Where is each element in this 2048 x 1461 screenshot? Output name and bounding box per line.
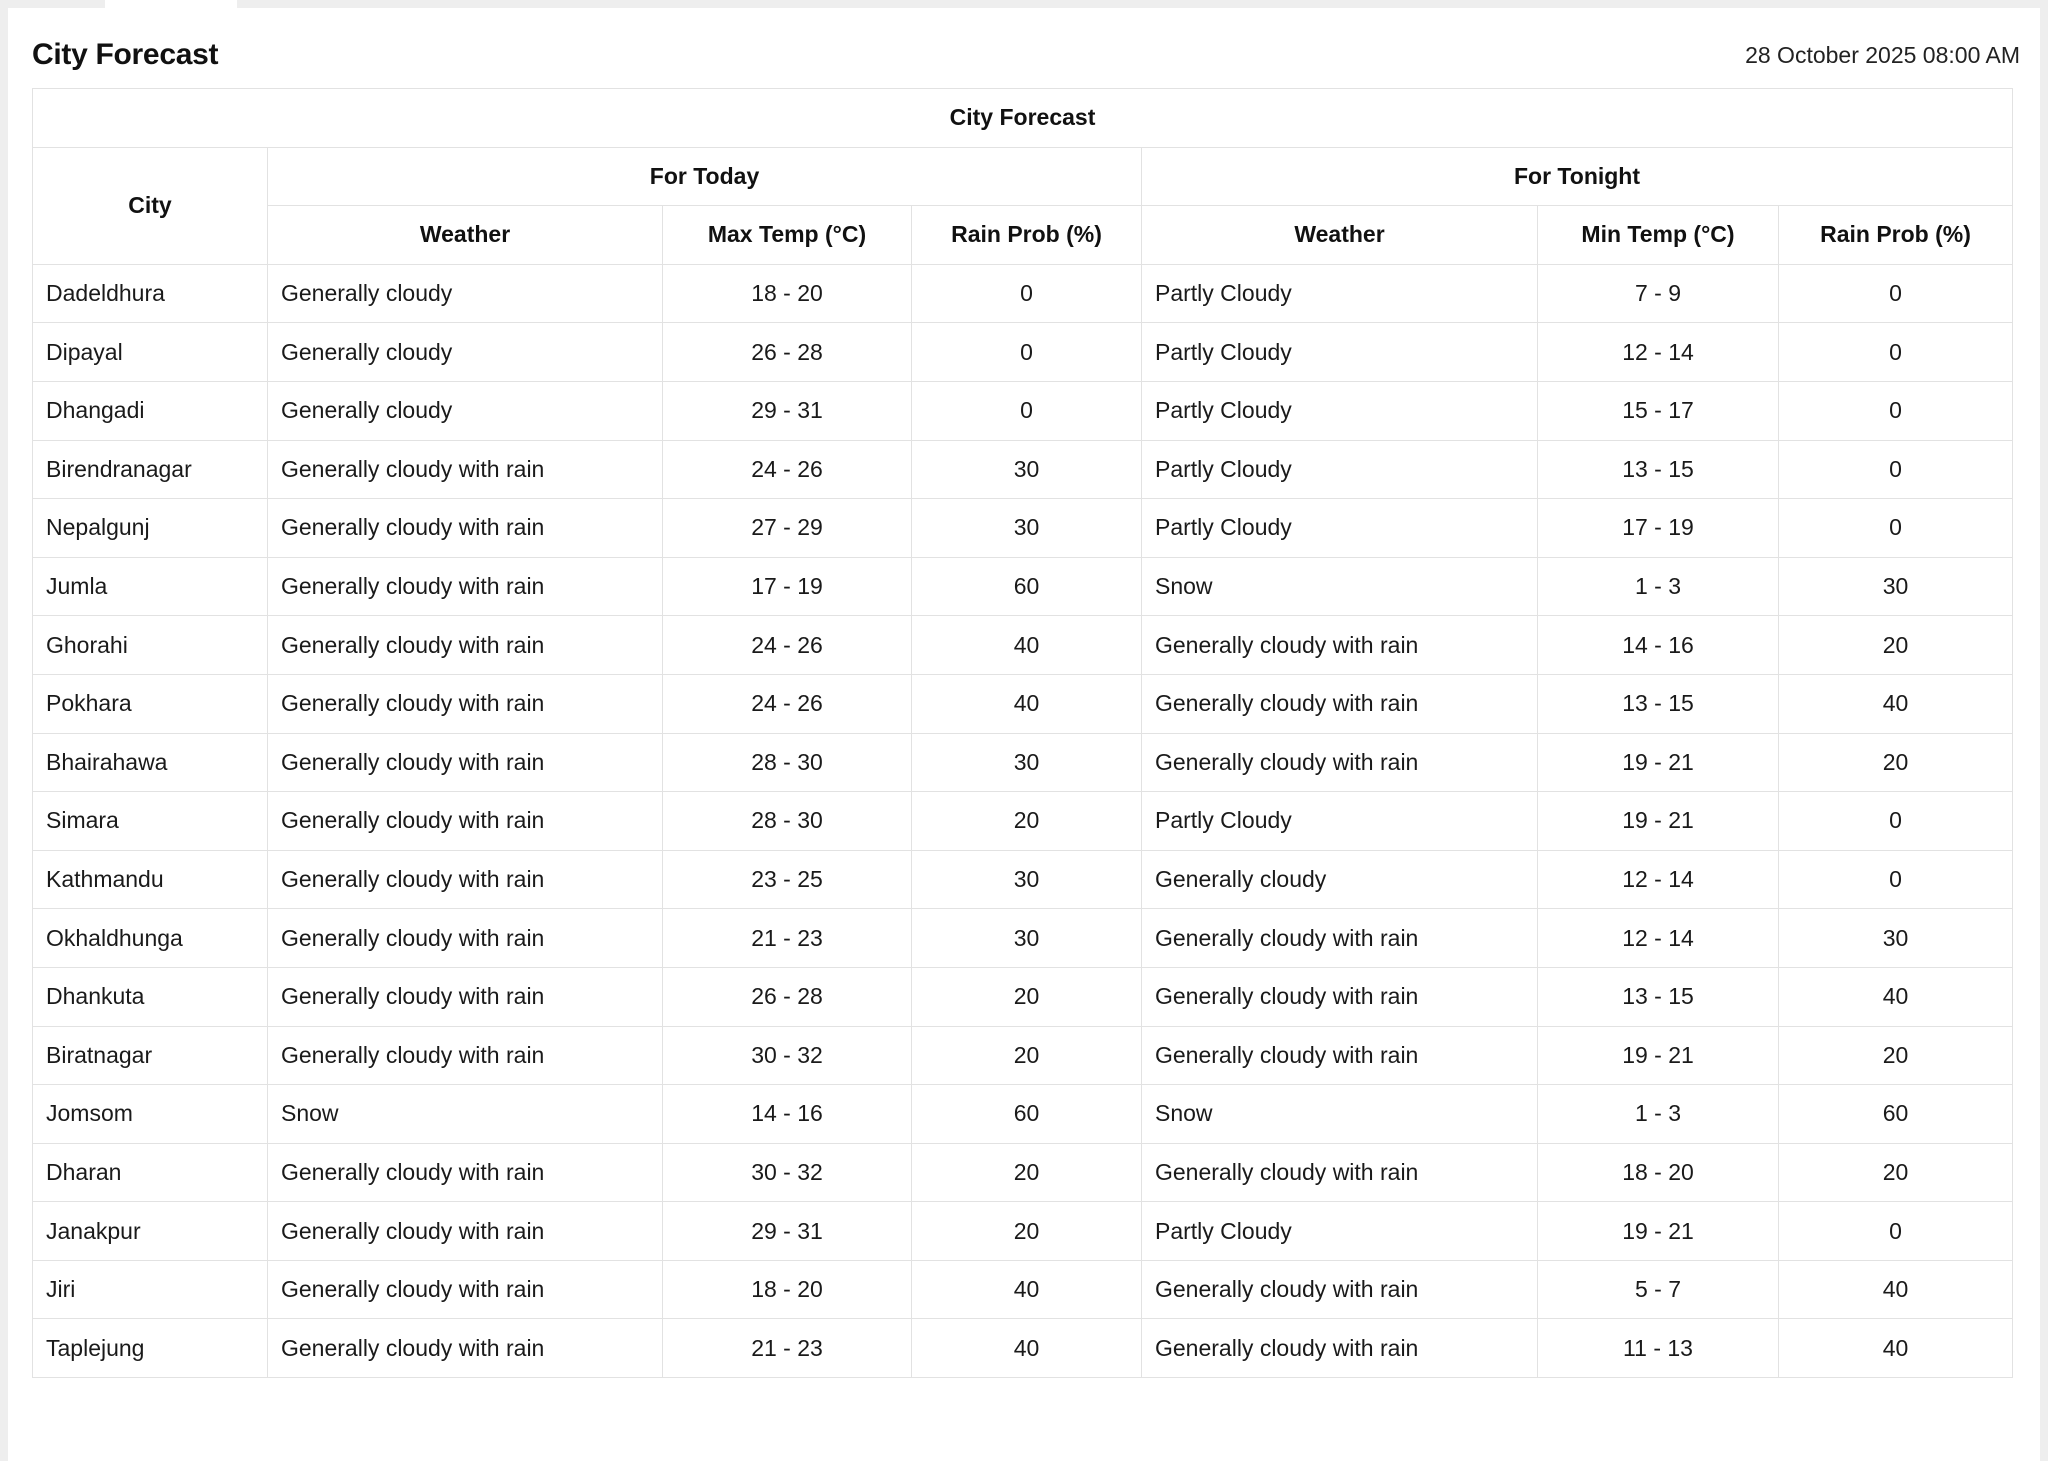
min-temp-cell: 13 - 15 xyxy=(1538,440,1779,499)
tonight-weather-cell: Partly Cloudy xyxy=(1142,440,1538,499)
max-temp-cell: 29 - 31 xyxy=(663,1202,912,1261)
today-rain-prob-cell: 0 xyxy=(912,381,1142,440)
max-temp-cell: 21 - 23 xyxy=(663,1319,912,1378)
tonight-rain-prob-cell: 0 xyxy=(1779,323,2013,382)
forecast-datetime: 28 October 2025 08:00 AM xyxy=(1745,42,2020,68)
tonight-rain-prob-cell: 0 xyxy=(1779,264,2013,323)
max-temp-cell: 24 - 26 xyxy=(663,674,912,733)
min-temp-cell: 19 - 21 xyxy=(1538,792,1779,851)
tonight-rain-prob-cell: 20 xyxy=(1779,616,2013,675)
tonight-rain-prob-cell: 0 xyxy=(1779,1202,2013,1261)
max-temp-cell: 21 - 23 xyxy=(663,909,912,968)
max-temp-cell: 24 - 26 xyxy=(663,440,912,499)
table-row xyxy=(33,733,2013,792)
city-column-header: City xyxy=(33,147,268,264)
city-cell: Ghorahi xyxy=(33,616,268,675)
for-tonight-group-header: For Tonight xyxy=(1142,147,2013,206)
tonight-weather-cell: Generally cloudy xyxy=(1142,850,1538,909)
city-cell: Simara xyxy=(33,792,268,851)
today-weather-cell: Generally cloudy xyxy=(268,323,663,382)
tonight-weather-cell: Generally cloudy with rain xyxy=(1142,733,1538,792)
forecast-table-container xyxy=(32,88,2012,1378)
today-weather-cell: Generally cloudy with rain xyxy=(268,1260,663,1319)
tonight-rain-prob-cell: 40 xyxy=(1779,1260,2013,1319)
tonight-weather-cell: Generally cloudy with rain xyxy=(1142,1143,1538,1202)
table-caption: City Forecast xyxy=(33,89,2013,148)
today-weather-cell: Generally cloudy with rain xyxy=(268,1143,663,1202)
table-row xyxy=(33,381,2013,440)
table-row xyxy=(33,1260,2013,1319)
min-temp-cell: 17 - 19 xyxy=(1538,499,1779,558)
city-cell: Bhairahawa xyxy=(33,733,268,792)
today-weather-cell: Generally cloudy with rain xyxy=(268,557,663,616)
tonight-weather-cell: Partly Cloudy xyxy=(1142,264,1538,323)
city-cell: Taplejung xyxy=(33,1319,268,1378)
today-rain-prob-cell: 30 xyxy=(912,499,1142,558)
forecast-panel xyxy=(8,8,2040,1461)
city-cell: Pokhara xyxy=(33,674,268,733)
max-temp-cell: 26 - 28 xyxy=(663,323,912,382)
tonight-weather-cell: Generally cloudy with rain xyxy=(1142,909,1538,968)
tonight-weather-cell: Generally cloudy with rain xyxy=(1142,1260,1538,1319)
min-temp-cell: 13 - 15 xyxy=(1538,967,1779,1026)
for-today-group-header: For Today xyxy=(268,147,1142,206)
today-rain-prob-cell: 40 xyxy=(912,1260,1142,1319)
city-cell: Dadeldhura xyxy=(33,264,268,323)
today-weather-cell: Generally cloudy with rain xyxy=(268,499,663,558)
table-row xyxy=(33,674,2013,733)
max-temp-cell: 18 - 20 xyxy=(663,1260,912,1319)
city-cell: Okhaldhunga xyxy=(33,909,268,968)
today-weather-cell: Generally cloudy with rain xyxy=(268,674,663,733)
today-rain-prob-cell: 30 xyxy=(912,850,1142,909)
today-weather-cell: Generally cloudy with rain xyxy=(268,1319,663,1378)
today-rain-prob-cell: 40 xyxy=(912,674,1142,733)
today-rain-prob-cell: 20 xyxy=(912,967,1142,1026)
max-temp-cell: 26 - 28 xyxy=(663,967,912,1026)
tonight-rain-prob-cell: 40 xyxy=(1779,1319,2013,1378)
min-temp-cell: 12 - 14 xyxy=(1538,909,1779,968)
min-temp-cell: 19 - 21 xyxy=(1538,733,1779,792)
active-tab[interactable] xyxy=(105,0,237,8)
forecast-table-body xyxy=(33,264,2013,1377)
table-row xyxy=(33,1202,2013,1261)
table-row xyxy=(33,792,2013,851)
tonight-rain-prob-cell: 30 xyxy=(1779,909,2013,968)
table-row xyxy=(33,967,2013,1026)
today-rain-prob-cell: 20 xyxy=(912,1143,1142,1202)
today-weather-header: Weather xyxy=(268,206,663,265)
today-rain-prob-cell: 20 xyxy=(912,1026,1142,1085)
today-rain-prob-cell: 60 xyxy=(912,1085,1142,1144)
max-temp-cell: 27 - 29 xyxy=(663,499,912,558)
today-weather-cell: Snow xyxy=(268,1085,663,1144)
today-weather-cell: Generally cloudy with rain xyxy=(268,733,663,792)
today-weather-cell: Generally cloudy with rain xyxy=(268,850,663,909)
tonight-rain-prob-cell: 20 xyxy=(1779,733,2013,792)
tonight-rain-prob-cell: 60 xyxy=(1779,1085,2013,1144)
min-temp-cell: 7 - 9 xyxy=(1538,264,1779,323)
city-cell: Dharan xyxy=(33,1143,268,1202)
city-cell: Jomsom xyxy=(33,1085,268,1144)
today-weather-cell: Generally cloudy with rain xyxy=(268,792,663,851)
today-max-temp-header: Max Temp (°C) xyxy=(663,206,912,265)
today-rain-prob-cell: 60 xyxy=(912,557,1142,616)
top-tab-bar xyxy=(0,0,2048,8)
tonight-rain-prob-cell: 0 xyxy=(1779,381,2013,440)
table-row xyxy=(33,1085,2013,1144)
today-weather-cell: Generally cloudy xyxy=(268,381,663,440)
table-row xyxy=(33,323,2013,382)
today-weather-cell: Generally cloudy with rain xyxy=(268,1026,663,1085)
tonight-rain-prob-cell: 0 xyxy=(1779,440,2013,499)
tonight-weather-cell: Generally cloudy with rain xyxy=(1142,1026,1538,1085)
today-rain-prob-cell: 40 xyxy=(912,616,1142,675)
tonight-rain-prob-cell: 0 xyxy=(1779,850,2013,909)
city-cell: Dhangadi xyxy=(33,381,268,440)
city-cell: Dipayal xyxy=(33,323,268,382)
today-rain-prob-cell: 30 xyxy=(912,909,1142,968)
max-temp-cell: 28 - 30 xyxy=(663,792,912,851)
tonight-weather-cell: Generally cloudy with rain xyxy=(1142,1319,1538,1378)
table-row xyxy=(33,557,2013,616)
table-row xyxy=(33,499,2013,558)
today-rain-prob-header: Rain Prob (%) xyxy=(912,206,1142,265)
table-row xyxy=(33,264,2013,323)
tonight-min-temp-header: Min Temp (°C) xyxy=(1538,206,1779,265)
tonight-weather-cell: Partly Cloudy xyxy=(1142,1202,1538,1261)
min-temp-cell: 19 - 21 xyxy=(1538,1026,1779,1085)
tonight-weather-cell: Generally cloudy with rain xyxy=(1142,674,1538,733)
tonight-weather-cell: Partly Cloudy xyxy=(1142,499,1538,558)
tonight-rain-prob-cell: 0 xyxy=(1779,499,2013,558)
city-cell: Nepalgunj xyxy=(33,499,268,558)
today-weather-cell: Generally cloudy with rain xyxy=(268,616,663,675)
min-temp-cell: 11 - 13 xyxy=(1538,1319,1779,1378)
min-temp-cell: 13 - 15 xyxy=(1538,674,1779,733)
city-cell: Birendranagar xyxy=(33,440,268,499)
tonight-rain-prob-cell: 20 xyxy=(1779,1143,2013,1202)
max-temp-cell: 28 - 30 xyxy=(663,733,912,792)
tonight-rain-prob-header: Rain Prob (%) xyxy=(1779,206,2013,265)
table-row xyxy=(33,850,2013,909)
tonight-weather-header: Weather xyxy=(1142,206,1538,265)
max-temp-cell: 17 - 19 xyxy=(663,557,912,616)
today-rain-prob-cell: 20 xyxy=(912,792,1142,851)
min-temp-cell: 18 - 20 xyxy=(1538,1143,1779,1202)
today-weather-cell: Generally cloudy with rain xyxy=(268,967,663,1026)
today-rain-prob-cell: 40 xyxy=(912,1319,1142,1378)
min-temp-cell: 19 - 21 xyxy=(1538,1202,1779,1261)
min-temp-cell: 14 - 16 xyxy=(1538,616,1779,675)
tonight-rain-prob-cell: 20 xyxy=(1779,1026,2013,1085)
max-temp-cell: 30 - 32 xyxy=(663,1026,912,1085)
tonight-rain-prob-cell: 0 xyxy=(1779,792,2013,851)
today-rain-prob-cell: 20 xyxy=(912,1202,1142,1261)
table-row xyxy=(33,909,2013,968)
today-rain-prob-cell: 30 xyxy=(912,733,1142,792)
table-row xyxy=(33,440,2013,499)
today-weather-cell: Generally cloudy with rain xyxy=(268,1202,663,1261)
max-temp-cell: 30 - 32 xyxy=(663,1143,912,1202)
max-temp-cell: 23 - 25 xyxy=(663,850,912,909)
tonight-weather-cell: Snow xyxy=(1142,557,1538,616)
tonight-weather-cell: Partly Cloudy xyxy=(1142,381,1538,440)
today-weather-cell: Generally cloudy xyxy=(268,264,663,323)
min-temp-cell: 12 - 14 xyxy=(1538,323,1779,382)
tonight-weather-cell: Snow xyxy=(1142,1085,1538,1144)
max-temp-cell: 14 - 16 xyxy=(663,1085,912,1144)
city-cell: Biratnagar xyxy=(33,1026,268,1085)
table-row xyxy=(33,1026,2013,1085)
tonight-weather-cell: Generally cloudy with rain xyxy=(1142,967,1538,1026)
table-row xyxy=(33,616,2013,675)
tonight-weather-cell: Generally cloudy with rain xyxy=(1142,616,1538,675)
tonight-weather-cell: Partly Cloudy xyxy=(1142,792,1538,851)
page-title: City Forecast xyxy=(32,38,219,71)
forecast-table xyxy=(32,88,2013,1378)
max-temp-cell: 24 - 26 xyxy=(663,616,912,675)
min-temp-cell: 15 - 17 xyxy=(1538,381,1779,440)
city-cell: Dhankuta xyxy=(33,967,268,1026)
min-temp-cell: 5 - 7 xyxy=(1538,1260,1779,1319)
tonight-rain-prob-cell: 30 xyxy=(1779,557,2013,616)
tonight-rain-prob-cell: 40 xyxy=(1779,674,2013,733)
city-cell: Jumla xyxy=(33,557,268,616)
tonight-weather-cell: Partly Cloudy xyxy=(1142,323,1538,382)
max-temp-cell: 18 - 20 xyxy=(663,264,912,323)
table-row xyxy=(33,1143,2013,1202)
today-weather-cell: Generally cloudy with rain xyxy=(268,440,663,499)
min-temp-cell: 1 - 3 xyxy=(1538,1085,1779,1144)
tonight-rain-prob-cell: 40 xyxy=(1779,967,2013,1026)
today-rain-prob-cell: 0 xyxy=(912,323,1142,382)
min-temp-cell: 12 - 14 xyxy=(1538,850,1779,909)
today-rain-prob-cell: 0 xyxy=(912,264,1142,323)
today-weather-cell: Generally cloudy with rain xyxy=(268,909,663,968)
panel-header xyxy=(32,32,2020,86)
city-cell: Kathmandu xyxy=(33,850,268,909)
city-cell: Janakpur xyxy=(33,1202,268,1261)
max-temp-cell: 29 - 31 xyxy=(663,381,912,440)
table-row xyxy=(33,1319,2013,1378)
city-cell: Jiri xyxy=(33,1260,268,1319)
today-rain-prob-cell: 30 xyxy=(912,440,1142,499)
min-temp-cell: 1 - 3 xyxy=(1538,557,1779,616)
